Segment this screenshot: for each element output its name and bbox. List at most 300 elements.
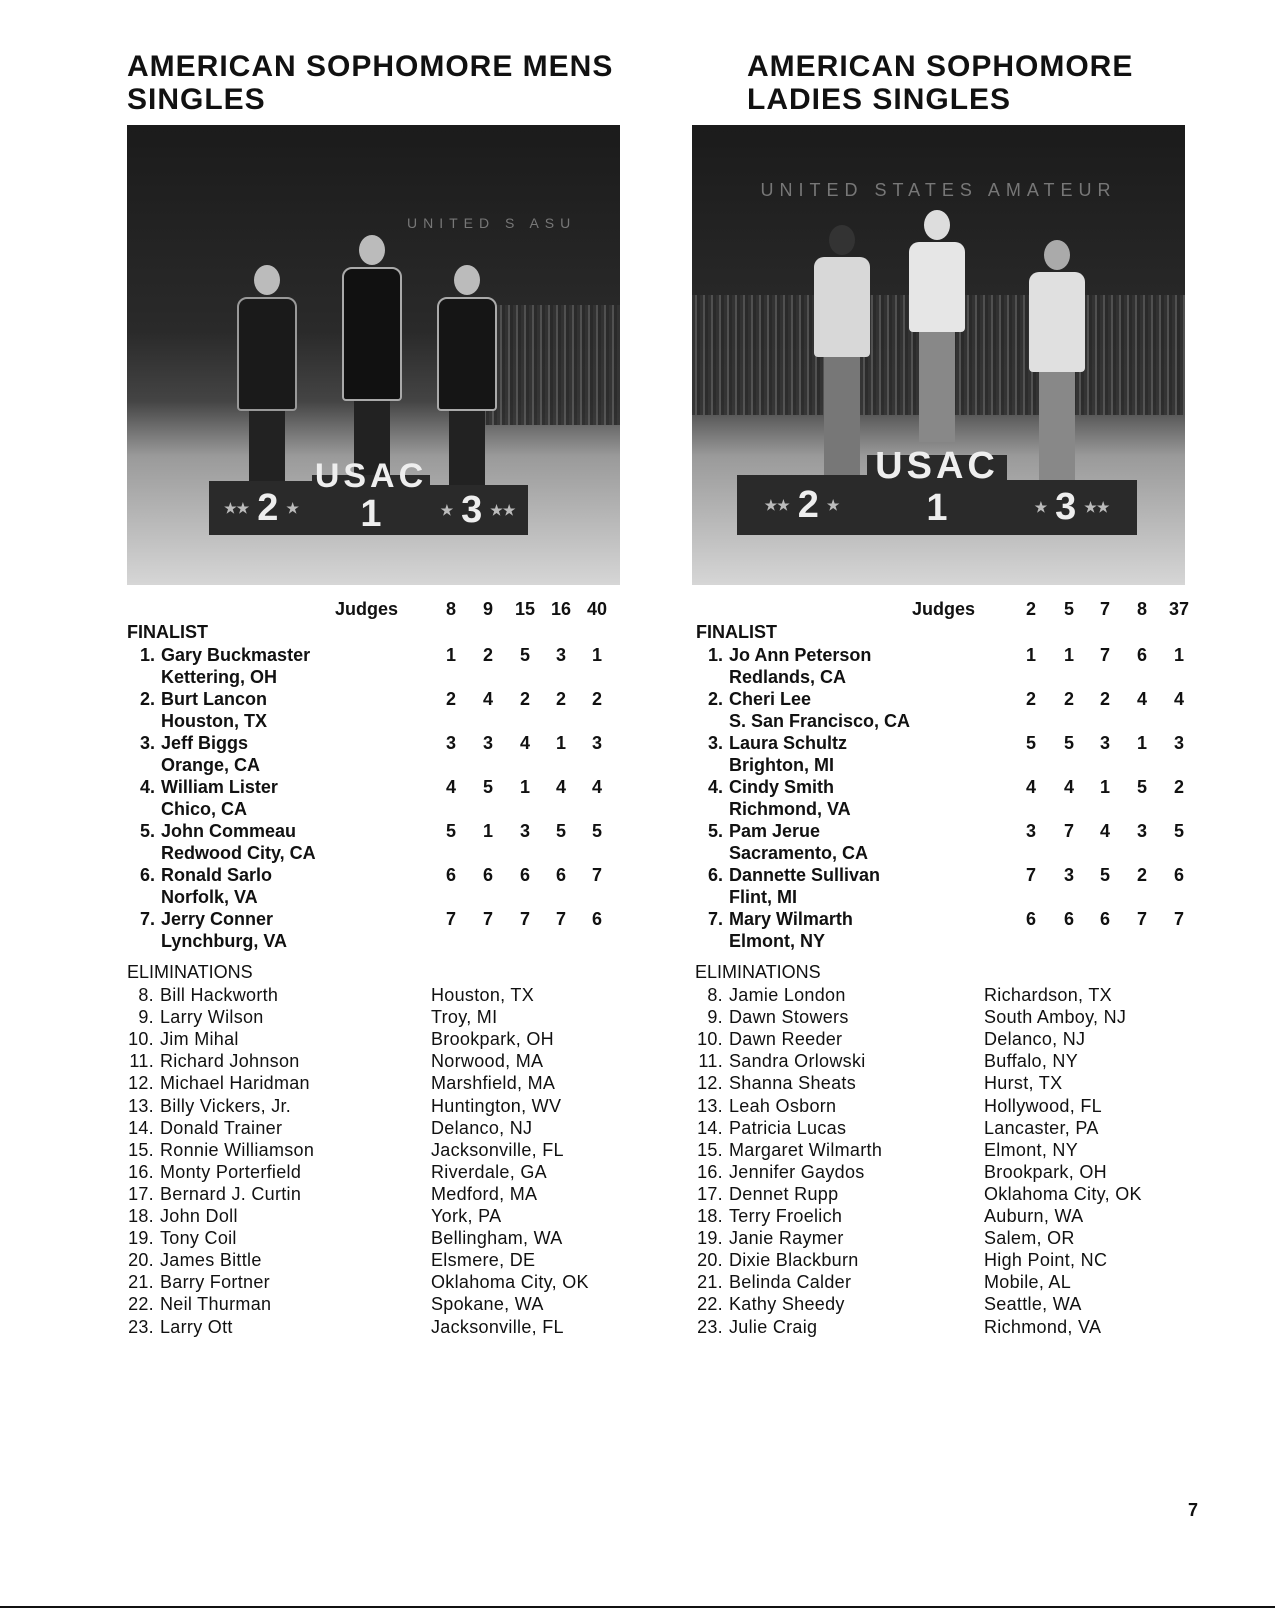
elimination-rank: 23.	[128, 1316, 154, 1337]
elimination-name: Jamie London	[729, 985, 846, 1005]
finalist-name: Laura Schultz	[729, 733, 848, 753]
elimination-name: Barry Fortner	[160, 1272, 270, 1293]
elimination-name: John Doll	[160, 1206, 238, 1226]
elimination-hometown: Troy, MI	[431, 1007, 498, 1028]
elimination-row	[124, 1183, 624, 1205]
elimination-row	[124, 1316, 624, 1338]
page-bottom-rule	[0, 1606, 1275, 1608]
judge-score: 5	[1173, 821, 1184, 841]
elimination-row	[124, 1006, 624, 1028]
skater-second-place	[237, 265, 297, 501]
elimination-row	[124, 1028, 624, 1050]
elimination-hometown: Seattle, WA	[984, 1294, 1082, 1315]
judge-score: 5	[1025, 733, 1036, 753]
judge-score: 4	[591, 777, 602, 797]
elimination-hometown: Jacksonville, FL	[431, 1139, 564, 1160]
elimination-hometown: Hurst, TX	[984, 1073, 1063, 1094]
finalist-row	[693, 644, 1193, 688]
finalist-row	[693, 688, 1193, 732]
judge-score: 4	[482, 689, 493, 709]
elimination-hometown: High Point, NC	[984, 1250, 1108, 1271]
elimination-row	[693, 1117, 1193, 1139]
finalist-hometown: Sacramento, CA	[729, 843, 869, 863]
elimination-row	[693, 1316, 1193, 1338]
elimination-rank: 21.	[697, 1272, 723, 1293]
judge-number: 2	[1025, 599, 1036, 619]
elimination-row	[693, 1006, 1193, 1028]
elimination-name: Belinda Calder	[729, 1272, 852, 1293]
elimination-name: Bill Hackworth	[160, 985, 279, 1005]
elimination-hometown: Brookpark, OH	[431, 1029, 554, 1050]
elimination-hometown: Marshfield, MA	[431, 1073, 556, 1094]
elimination-hometown: Spokane, WA	[431, 1294, 544, 1315]
elimination-hometown: Riverdale, GA	[431, 1161, 547, 1182]
elimination-rank: 18.	[128, 1206, 154, 1226]
podium-second: ★★ 2 ★	[737, 475, 867, 535]
judge-score: 7	[591, 865, 602, 885]
elimination-row	[693, 1205, 1193, 1227]
mens-title-line1: AMERICAN SOPHOMORE MENS	[127, 50, 614, 83]
judge-number: 7	[1099, 599, 1110, 619]
finalist-rank: 5.	[707, 821, 723, 841]
elimination-hometown: Mobile, AL	[984, 1272, 1072, 1293]
elimination-row	[124, 1072, 624, 1094]
elimination-name: Tony Coil	[160, 1228, 237, 1249]
elimination-row	[693, 1227, 1193, 1249]
judge-number: 5	[1063, 599, 1074, 619]
elimination-row	[124, 1205, 624, 1227]
finalist-rank: 4.	[707, 777, 723, 797]
finalist-name: Jerry Conner	[161, 909, 274, 929]
elimination-hometown: Lancaster, PA	[984, 1117, 1099, 1138]
finalist-hometown: Flint, MI	[729, 887, 797, 907]
elimination-row	[124, 1050, 624, 1072]
judge-number: 37	[1168, 599, 1190, 619]
judge-score: 2	[1173, 777, 1184, 797]
finalist-row	[693, 908, 1193, 952]
judge-score: 5	[555, 821, 566, 841]
podium-third: ★ 3 ★★	[428, 485, 528, 535]
elimination-rank: 11.	[698, 1051, 723, 1072]
elimination-rank: 15.	[697, 1139, 723, 1160]
elimination-hometown: South Amboy, NJ	[984, 1007, 1127, 1028]
judge-score: 6	[591, 909, 602, 929]
finalist-rank: 6.	[707, 865, 723, 885]
judge-number: 15	[514, 599, 536, 619]
finalist-hometown: Norfolk, VA	[161, 887, 258, 907]
podium-place-3: 3	[461, 488, 483, 531]
judge-score: 2	[519, 689, 530, 709]
finalist-name: Cindy Smith	[729, 777, 835, 797]
finalist-rank: 3.	[707, 733, 723, 753]
podium-usac-text: USAC	[314, 457, 428, 495]
elimination-rank: 10.	[128, 1029, 154, 1050]
judge-score: 6	[482, 865, 493, 885]
elimination-row	[693, 1050, 1193, 1072]
ladies-podium-photo	[692, 125, 1185, 585]
finalist-rank: 1.	[707, 645, 723, 665]
finalist-hometown: Elmont, NY	[729, 931, 826, 951]
finalist-name: Jeff Biggs	[161, 733, 249, 753]
elimination-hometown: Delanco, NJ	[431, 1117, 533, 1138]
elimination-name: Janie Raymer	[729, 1228, 844, 1249]
elimination-row	[693, 1271, 1193, 1293]
elimination-row	[693, 1139, 1193, 1161]
judge-score: 3	[445, 733, 456, 753]
elimination-rank: 21.	[128, 1272, 154, 1293]
elimination-rank: 23.	[697, 1316, 723, 1337]
elimination-name: Ronnie Williamson	[160, 1139, 315, 1160]
elimination-row	[693, 1293, 1193, 1315]
elimination-rank: 13.	[128, 1095, 154, 1116]
skater-first-place	[907, 210, 967, 442]
mens-title-line2: SINGLES	[127, 83, 266, 116]
elimination-row	[693, 1249, 1193, 1271]
judge-score: 6	[1025, 909, 1036, 929]
finalist-row	[693, 776, 1193, 820]
judges-label: Judges	[335, 599, 399, 619]
judge-score: 4	[519, 733, 530, 753]
judge-score: 4	[1136, 689, 1147, 709]
judge-number: 8	[1136, 599, 1147, 619]
elimination-hometown: Salem, OR	[984, 1228, 1075, 1249]
finalist-hometown: Kettering, OH	[161, 667, 278, 687]
podium-place-3: 3	[1055, 486, 1077, 528]
judge-score: 7	[555, 909, 566, 929]
podium-first	[867, 445, 1007, 535]
finalist-name: Burt Lancon	[161, 689, 267, 709]
elimination-rank: 8.	[138, 985, 154, 1005]
elimination-row	[124, 1271, 624, 1293]
judge-score: 2	[445, 689, 456, 709]
finalist-row	[693, 864, 1193, 908]
judge-score: 5	[591, 821, 602, 841]
elimination-rank: 12.	[697, 1073, 723, 1094]
elimination-name: Dennet Rupp	[729, 1183, 839, 1204]
elimination-rank: 8.	[707, 985, 723, 1005]
elimination-row	[124, 1249, 624, 1271]
elimination-name: Dawn Reeder	[729, 1029, 843, 1050]
elimination-row	[124, 1227, 624, 1249]
judge-score: 4	[1025, 777, 1036, 797]
elimination-hometown: Norwood, MA	[431, 1051, 544, 1072]
elimination-rank: 11.	[129, 1051, 154, 1072]
elimination-rank: 17.	[128, 1183, 154, 1204]
podium-second: ★★ 2 ★	[209, 481, 314, 535]
judge-score: 1	[519, 777, 530, 797]
finalist-rank: 5.	[139, 821, 155, 841]
judge-score: 1	[1173, 645, 1184, 665]
judge-score: 6	[1063, 909, 1074, 929]
mens-finalist-label: FINALIST	[127, 622, 208, 642]
elimination-hometown: York, PA	[431, 1206, 502, 1226]
elimination-name: Jennifer Gaydos	[729, 1161, 865, 1182]
elimination-hometown: Bellingham, WA	[431, 1228, 563, 1249]
finalist-hometown: S. San Francisco, CA	[729, 711, 911, 731]
elimination-row	[124, 1293, 624, 1315]
skater-third-place	[1027, 240, 1087, 482]
elimination-hometown: Oklahoma City, OK	[431, 1272, 589, 1293]
finalist-name: Ronald Sarlo	[161, 865, 273, 885]
judge-score: 4	[1099, 821, 1110, 841]
elimination-name: Billy Vickers, Jr.	[160, 1095, 292, 1116]
judge-number: 40	[586, 599, 608, 619]
judge-score: 2	[555, 689, 566, 709]
elimination-rank: 15.	[128, 1139, 154, 1160]
elimination-hometown: Oklahoma City, OK	[984, 1183, 1142, 1204]
elimination-rank: 20.	[128, 1250, 154, 1271]
elimination-rank: 19.	[128, 1228, 154, 1249]
judge-score: 6	[1173, 865, 1184, 885]
judge-score: 3	[1063, 865, 1074, 885]
judge-score: 3	[1025, 821, 1036, 841]
finalist-row	[125, 820, 625, 864]
elimination-name: Terry Froelich	[729, 1206, 843, 1226]
elimination-name: Monty Porterfield	[160, 1161, 302, 1182]
elimination-rank: 13.	[697, 1095, 723, 1116]
elimination-row	[693, 1161, 1193, 1183]
judges-label: Judges	[912, 599, 976, 619]
elimination-hometown: Elmont, NY	[984, 1139, 1079, 1160]
finalist-name: Pam Jerue	[729, 821, 821, 841]
elimination-rank: 18.	[697, 1206, 723, 1226]
podium-place-1: 1	[926, 486, 948, 529]
judge-score: 2	[482, 645, 493, 665]
elimination-name: Leah Osborn	[729, 1095, 837, 1116]
elimination-row	[693, 1072, 1193, 1094]
judge-score: 2	[1136, 865, 1147, 885]
judge-score: 5	[519, 645, 530, 665]
finalist-row	[125, 864, 625, 908]
skater-third-place	[437, 265, 497, 501]
elimination-name: Jim Mihal	[160, 1029, 239, 1050]
ladies-eliminations-label: ELIMINATIONS	[695, 962, 821, 982]
judge-score: 7	[519, 909, 530, 929]
judge-number: 8	[445, 599, 456, 619]
judge-score: 6	[1099, 909, 1110, 929]
ladies-judges-header	[691, 599, 1191, 621]
judge-score: 7	[1063, 821, 1074, 841]
judge-score: 4	[1173, 689, 1184, 709]
elimination-name: James Bittle	[160, 1250, 262, 1271]
elimination-hometown: Medford, MA	[431, 1183, 538, 1204]
mens-title	[127, 50, 647, 116]
elimination-name: Margaret Wilmarth	[729, 1139, 883, 1160]
elimination-rank: 17.	[697, 1183, 723, 1204]
judge-score: 1	[482, 821, 493, 841]
elimination-name: Dawn Stowers	[729, 1007, 849, 1028]
elimination-row	[124, 1095, 624, 1117]
elimination-name: Michael Haridman	[160, 1073, 310, 1094]
ladies-title-line1: AMERICAN SOPHOMORE	[747, 50, 1134, 83]
finalist-name: Dannette Sullivan	[729, 865, 881, 885]
podium-third: ★ 3 ★★	[1007, 480, 1137, 535]
judge-score: 2	[591, 689, 602, 709]
finalist-hometown: Orange, CA	[161, 755, 261, 775]
judge-score: 2	[1025, 689, 1036, 709]
judge-score: 7	[1173, 909, 1184, 929]
judge-score: 7	[445, 909, 456, 929]
elimination-rank: 12.	[128, 1073, 154, 1094]
mens-judges-header	[127, 599, 627, 621]
finalist-row	[125, 732, 625, 776]
judge-score: 7	[1025, 865, 1036, 885]
judge-score: 6	[1136, 645, 1147, 665]
elimination-rank: 20.	[697, 1250, 723, 1271]
finalist-row	[125, 908, 625, 952]
podium-place-1: 1	[360, 492, 382, 535]
judge-score: 6	[445, 865, 456, 885]
judge-score: 2	[1099, 689, 1110, 709]
finalist-hometown: Redwood City, CA	[161, 843, 316, 863]
elimination-name: Bernard J. Curtin	[160, 1183, 302, 1204]
judge-score: 5	[445, 821, 456, 841]
finalist-rank: 7.	[707, 909, 723, 929]
judge-score: 5	[482, 777, 493, 797]
elimination-name: Larry Wilson	[160, 1007, 264, 1028]
judge-score: 5	[1136, 777, 1147, 797]
elimination-name: Kathy Sheedy	[729, 1294, 845, 1315]
judge-score: 1	[1063, 645, 1074, 665]
elimination-row	[124, 1161, 624, 1183]
podium-first	[312, 457, 430, 535]
judge-score: 3	[555, 645, 566, 665]
mens-podium-photo	[127, 125, 620, 585]
elimination-row	[124, 1139, 624, 1161]
elimination-name: Dixie Blackburn	[729, 1250, 859, 1271]
judge-score: 3	[1173, 733, 1184, 753]
elimination-name: Larry Ott	[160, 1316, 233, 1337]
judge-score: 3	[1099, 733, 1110, 753]
ladies-title	[747, 50, 1267, 116]
finalist-row	[125, 688, 625, 732]
elimination-row	[693, 1183, 1193, 1205]
finalist-hometown: Brighton, MI	[729, 755, 834, 775]
elimination-rank: 16.	[128, 1161, 154, 1182]
elimination-rank: 16.	[697, 1161, 723, 1182]
elimination-name: Patricia Lucas	[729, 1117, 847, 1138]
finalist-rank: 4.	[139, 777, 155, 797]
finalist-name: Gary Buckmaster	[161, 645, 311, 665]
finalist-rank: 2.	[707, 689, 723, 709]
finalist-hometown: Lynchburg, VA	[161, 931, 287, 951]
elimination-hometown: Jacksonville, FL	[431, 1316, 564, 1337]
judge-score: 7	[1136, 909, 1147, 929]
finalist-name: Cheri Lee	[729, 689, 812, 709]
elimination-row	[693, 1028, 1193, 1050]
judge-score: 5	[1099, 865, 1110, 885]
elimination-hometown: Delanco, NJ	[984, 1029, 1086, 1050]
judge-score: 4	[1063, 777, 1074, 797]
judge-score: 7	[1099, 645, 1110, 665]
elimination-rank: 9.	[707, 1007, 723, 1028]
judge-score: 1	[445, 645, 456, 665]
judge-score: 6	[519, 865, 530, 885]
skater-second-place	[812, 225, 872, 477]
ladies-title-line2: LADIES SINGLES	[747, 83, 1012, 116]
elimination-hometown: Richmond, VA	[984, 1316, 1102, 1337]
elimination-rank: 14.	[697, 1117, 723, 1138]
elimination-hometown: Brookpark, OH	[984, 1161, 1107, 1182]
judge-score: 2	[1063, 689, 1074, 709]
finalist-rank: 7.	[139, 909, 155, 929]
judge-number: 16	[550, 599, 572, 619]
judge-score: 6	[555, 865, 566, 885]
elimination-hometown: Buffalo, NY	[984, 1051, 1079, 1072]
elimination-rank: 14.	[128, 1117, 154, 1138]
elimination-hometown: Elsmere, DE	[431, 1250, 536, 1271]
elimination-row	[693, 984, 1193, 1006]
finalist-name: Jo Ann Peterson	[729, 645, 872, 665]
elimination-rank: 19.	[697, 1228, 723, 1249]
elimination-name: Shanna Sheats	[729, 1073, 856, 1094]
judge-score: 3	[591, 733, 602, 753]
page-number: 7	[1188, 1500, 1199, 1520]
elimination-name: Donald Trainer	[160, 1117, 283, 1138]
finalist-rank: 6.	[139, 865, 155, 885]
mens-eliminations-label: ELIMINATIONS	[127, 962, 253, 982]
finalist-name: Mary Wilmarth	[729, 909, 853, 929]
elimination-row	[124, 984, 624, 1006]
finalist-row	[125, 644, 625, 688]
elimination-row	[693, 1095, 1193, 1117]
judge-score: 1	[1099, 777, 1110, 797]
elimination-rank: 22.	[128, 1294, 154, 1315]
elimination-row	[124, 1117, 624, 1139]
finalist-rank: 3.	[139, 733, 155, 753]
judge-score: 1	[555, 733, 566, 753]
finalist-name: William Lister	[161, 777, 278, 797]
finalist-hometown: Chico, CA	[161, 799, 248, 819]
elimination-name: Neil Thurman	[160, 1294, 272, 1315]
photo-banner-text: UNITED STATES AMATEUR	[760, 180, 1117, 200]
finalist-rank: 1.	[139, 645, 155, 665]
finalist-hometown: Richmond, VA	[729, 799, 851, 819]
judge-score: 1	[591, 645, 602, 665]
ladies-finalist-label: FINALIST	[696, 622, 777, 642]
elimination-name: Richard Johnson	[160, 1051, 300, 1072]
elimination-rank: 9.	[138, 1007, 154, 1028]
finalist-row	[125, 776, 625, 820]
podium-place-2: 2	[797, 483, 819, 526]
judge-score: 3	[1136, 821, 1147, 841]
judge-score: 1	[1025, 645, 1036, 665]
podium-usac-text: USAC	[875, 445, 999, 487]
finalist-rank: 2.	[139, 689, 155, 709]
elimination-hometown: Hollywood, FL	[984, 1095, 1102, 1116]
finalist-hometown: Redlands, CA	[729, 667, 847, 687]
elimination-hometown: Richardson, TX	[984, 985, 1112, 1005]
judge-score: 4	[555, 777, 566, 797]
finalist-row	[693, 732, 1193, 776]
judge-number: 9	[482, 599, 493, 619]
elimination-name: Sandra Orlowski	[729, 1051, 866, 1072]
judge-score: 5	[1063, 733, 1074, 753]
judge-score: 3	[482, 733, 493, 753]
elimination-hometown: Huntington, WV	[431, 1095, 562, 1116]
podium-place-2: 2	[257, 486, 279, 529]
finalist-hometown: Houston, TX	[161, 711, 267, 731]
judge-score: 7	[482, 909, 493, 929]
elimination-name: Julie Craig	[729, 1316, 818, 1337]
elimination-hometown: Auburn, WA	[984, 1206, 1084, 1226]
finalist-name: John Commeau	[161, 821, 297, 841]
judge-score: 1	[1136, 733, 1147, 753]
judge-score: 4	[445, 777, 456, 797]
elimination-rank: 22.	[697, 1294, 723, 1315]
photo-banner-text: UNITED S ASU	[407, 215, 577, 231]
elimination-rank: 10.	[697, 1029, 723, 1050]
